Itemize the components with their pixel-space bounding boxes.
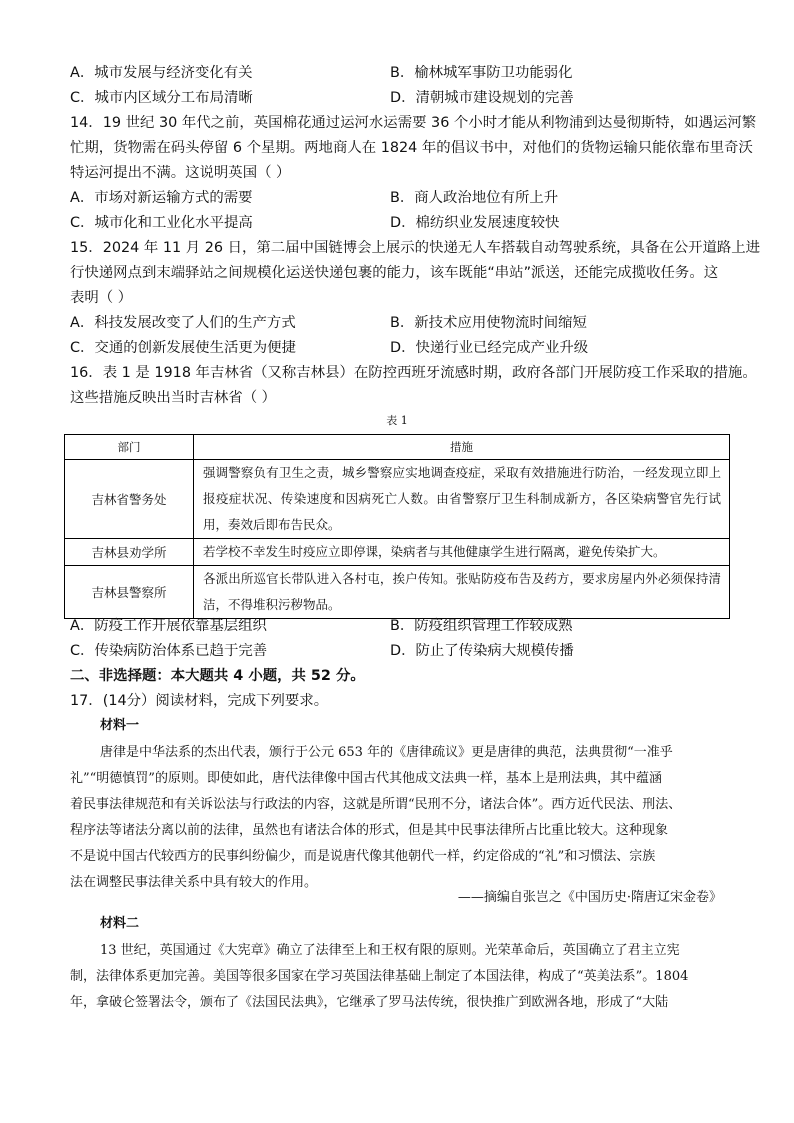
material-1-title: 材料一 bbox=[100, 718, 140, 733]
row-measure: 若学校不幸发生时疫应立即停课，染病者与其他健康学生进行隔离，避免传染扩大。 bbox=[194, 539, 730, 566]
q16-option-c: C．传染病防治体系已趋于完善 bbox=[70, 643, 268, 659]
q15-option-a: A．科技发展改变了人们的生产方式 bbox=[70, 315, 296, 331]
table-header-row bbox=[65, 435, 730, 460]
q15-option-d: D．快递行业已经完成产业升级 bbox=[390, 340, 589, 356]
table-row bbox=[65, 539, 730, 566]
row-measure: 各派出所巡官长带队进入各村屯，挨户传知。张贴防疫布告及药方，要求房屋内外必须保持清洁，不得堆积污秽物品。 bbox=[194, 566, 730, 619]
q14-option-c: C．城市化和工业化水平提高 bbox=[70, 215, 253, 231]
material-2-line: 制，法律体系更加完善。美国等很多国家在学习英国法律基础上制定了本国法律，构成了“英美法系”。1804 bbox=[70, 969, 689, 984]
material-1-line: 着民事法律规范和有关诉讼法与行政法的内容，这就是所谓“民刑不分，诸法合体”。西方近代民法、刑法、 bbox=[70, 797, 682, 812]
material-1-line: 不是说中国古代较西方的民事纠纷偏少，而是说唐代像其他朝代一样，约定俗成的“礼”和习惯法、宗族 bbox=[70, 849, 656, 864]
row-dept: 吉林县警察所 bbox=[65, 566, 194, 619]
q14-option-b: B．商人政治地位有所上升 bbox=[390, 190, 559, 206]
material-1-source: ——摘编自张岂之《中国历史·隋唐辽宋金卷》 bbox=[457, 890, 722, 905]
section-title: 二、非选择题：本大题共 4 小题，共 52 分。 bbox=[70, 668, 365, 684]
q17-stem: 17．(14分）阅读材料，完成下列要求。 bbox=[70, 693, 329, 709]
table-row bbox=[65, 460, 730, 539]
q15-stem-line-1: 15．2024 年 11 月 26 日，第二届中国链博会上展示的快递无人车搭载自动驾驶系统，具备在公开道路上进 bbox=[70, 240, 761, 256]
q15-stem-line-2: 行快递网点到末端驿站之间规模化运送快递包裹的能力，该车既能“串站”派送，还能完成揽收任务。这 bbox=[70, 265, 719, 281]
q13-option-c: C．城市内区域分工布局清晰 bbox=[70, 90, 253, 106]
material-1-line: 唐律是中华法系的杰出代表，颁行于公元 653 年的《唐律疏议》更是唐律的典范，法典贯彻“一准乎 bbox=[100, 745, 673, 760]
table-caption: 表 1 bbox=[386, 414, 408, 427]
q13-option-d: D．清朝城市建设规划的完善 bbox=[390, 90, 574, 106]
row-dept: 吉林县劝学所 bbox=[65, 539, 194, 566]
material-2-title: 材料二 bbox=[100, 916, 140, 931]
material-1-line: 法在调整民事法律关系中具有较大的作用。 bbox=[70, 875, 318, 890]
q16-option-b: B．防疫组织管理工作较成熟 bbox=[390, 618, 573, 634]
material-1-line: 程序法等诸法分离以前的法律，虽然也有诸法合体的形式，但是其中民事法律所占比重比较大。这种现象 bbox=[70, 823, 669, 838]
row-measure: 强调警察负有卫生之责，城乡警察应实地调查疫症，采取有效措施进行防治，一经发现立即上报疫症状况、传染速度和因病死亡人数。由省警察厅卫生科制成新方，各区染病警官先行试用，奏效后即布告民众。 bbox=[194, 460, 730, 539]
q13-option-b: B．榆林城军事防卫功能弱化 bbox=[390, 65, 573, 81]
q14-stem-line-3: 特运河提出不满。这说明英国（ ） bbox=[70, 165, 291, 181]
header-measure: 措施 bbox=[194, 435, 730, 460]
q15-option-b: B．新技术应用使物流时间缩短 bbox=[390, 315, 587, 331]
header-dept: 部门 bbox=[65, 435, 194, 460]
material-2-line: 年，拿破仑签署法令，颁布了《法国民法典》，它继承了罗马法传统，很快推广到欧洲各地，形成了“大陆 bbox=[70, 995, 669, 1010]
q15-option-c: C．交通的创新发展使生活更为便捷 bbox=[70, 340, 296, 356]
q14-option-d: D．棉纺织业发展速度较快 bbox=[390, 215, 560, 231]
q16-option-d: D．防止了传染病大规模传播 bbox=[390, 643, 574, 659]
q14-stem-line-2: 忙期，货物需在码头停留 6 个星期。两地商人在 1824 年的倡议书中，对他们的货物运输只能依靠布里奇沃 bbox=[70, 140, 753, 156]
q15-stem-line-3: 表明（ ） bbox=[70, 290, 133, 306]
q16-stem-line-2: 这些措施反映出当时吉林省（ ） bbox=[70, 390, 277, 406]
measures-table bbox=[64, 434, 730, 619]
q16-option-a: A．防疫工作开展依靠基层组织 bbox=[70, 618, 267, 634]
q16-stem-line-1: 16．表 1 是 1918 年吉林省（又称吉林县）在防控西班牙流感时期，政府各部门开展防疫工作采取的措施。 bbox=[70, 365, 757, 381]
material-1-line: 礼”“明德慎罚”的原则。即使如此，唐代法律像中国古代其他成文法典一样，基本上是刑法典，其中蕴涵 bbox=[70, 771, 662, 786]
q13-option-a: A．城市发展与经济变化有关 bbox=[70, 65, 253, 81]
row-dept: 吉林省警务处 bbox=[65, 460, 194, 539]
q14-stem-line-1: 14．19 世纪 30 年代之前，英国棉花通过运河水运需要 36 个小时才能从利物浦到达曼彻斯特，如遇运河繁 bbox=[70, 115, 757, 131]
table-row bbox=[65, 566, 730, 619]
material-2-line: 13 世纪，英国通过《大宪章》确立了法律至上和王权有限的原则。光荣革命后，英国确立了君主立宪 bbox=[100, 943, 680, 958]
q14-option-a: A．市场对新运输方式的需要 bbox=[70, 190, 253, 206]
